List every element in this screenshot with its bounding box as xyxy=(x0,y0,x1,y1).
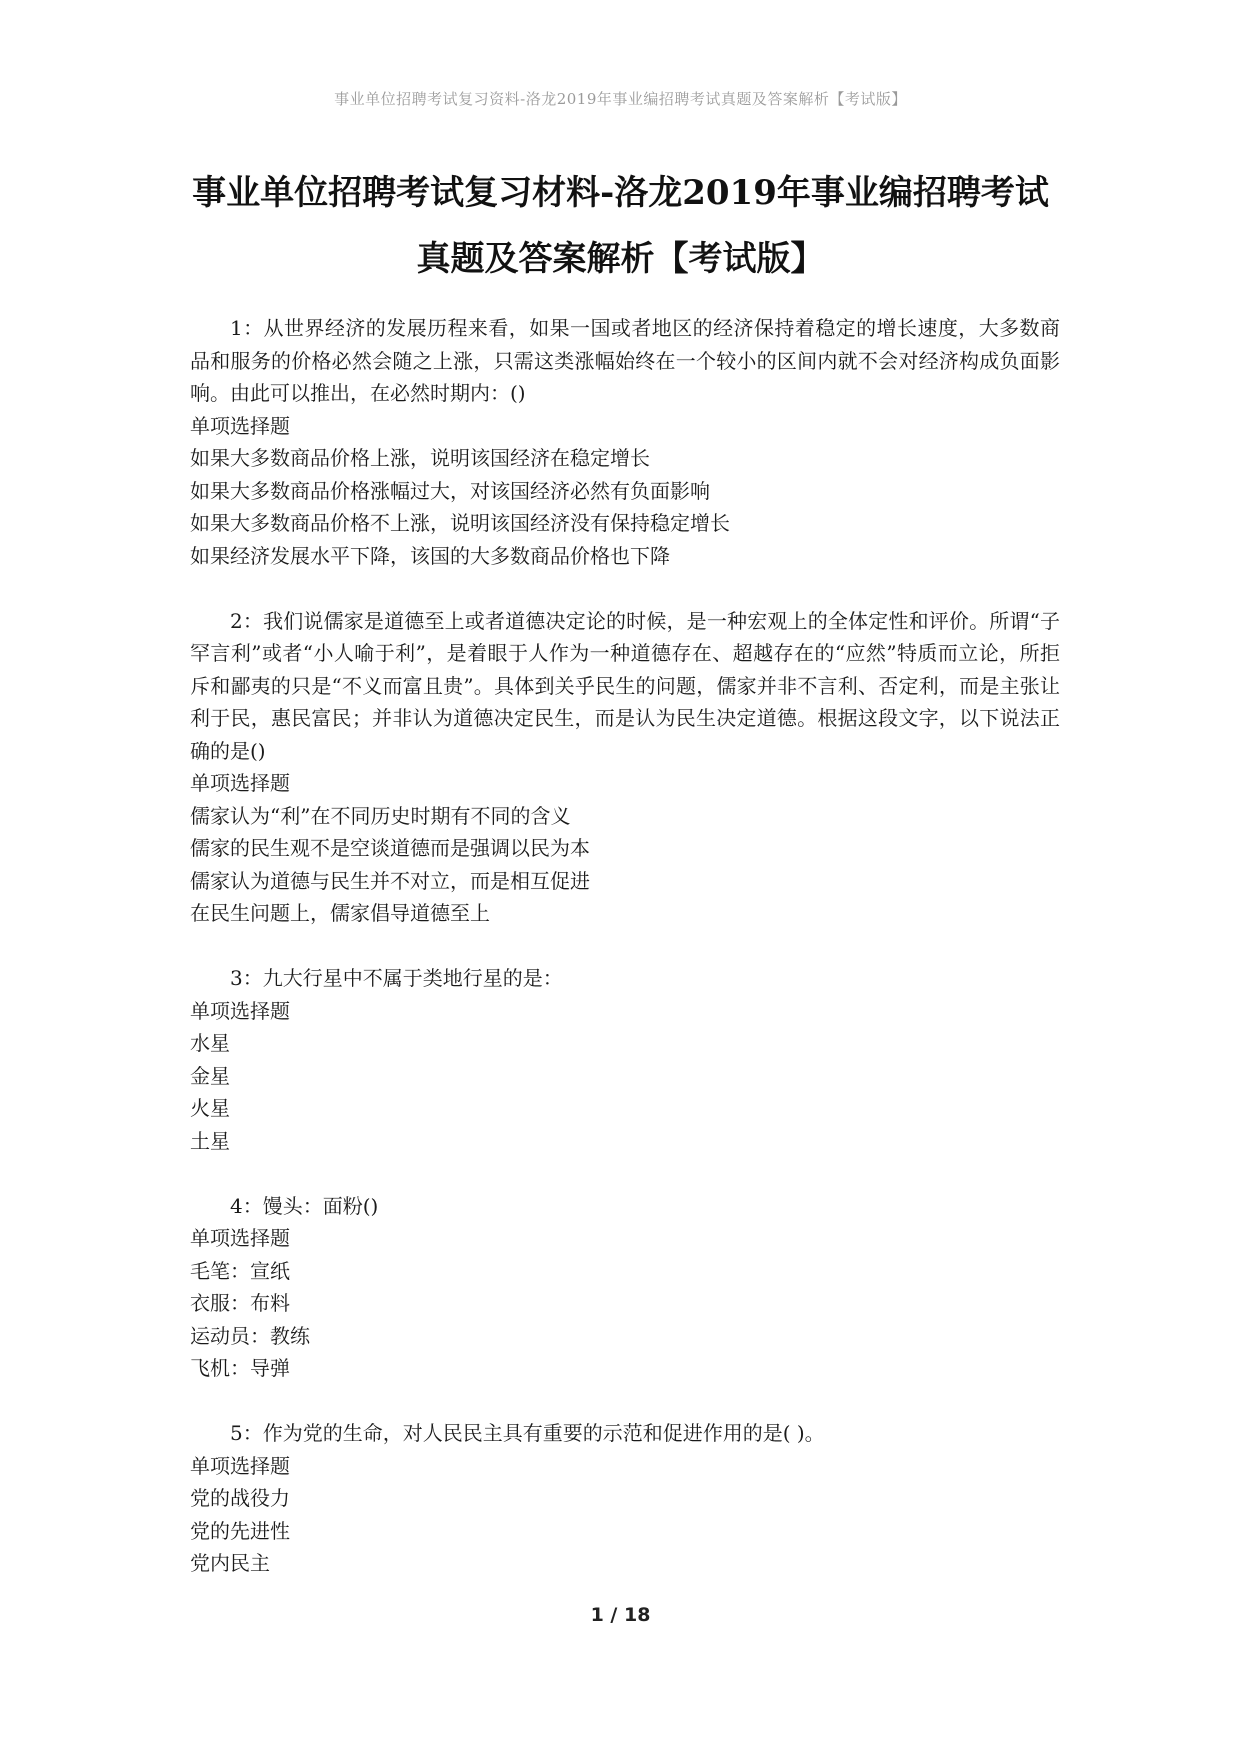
question-5 xyxy=(190,1417,1060,1580)
answer-option: 儒家认为“利”在不同历史时期有不同的含义 xyxy=(190,803,571,828)
answer-option: 土星 xyxy=(190,1128,230,1153)
answer-option: 儒家的民生观不是空谈道德而是强调以民为本 xyxy=(190,836,590,860)
question-3 xyxy=(190,962,1060,1157)
question-type: 单项选择题 xyxy=(190,771,290,795)
question-stem: 1：从世界经济的发展历程来看，如果一国或者地区的经济保持着稳定的增长速度，大多数商品和服务的价格必然会随之上涨，只需这类涨幅始终在一个较小的区间内就不会对经济构成负面影响。由此可以推出，在必然时期内：() xyxy=(190,316,1060,405)
question-4 xyxy=(190,1190,1060,1385)
question-stem: 4：馒头：面粉() xyxy=(230,1193,379,1218)
answer-option: 衣服：布料 xyxy=(190,1291,290,1315)
answer-option: 火星 xyxy=(190,1096,230,1120)
answer-option: 运动员：教练 xyxy=(190,1323,310,1348)
answer-option: 飞机：导弹 xyxy=(190,1356,290,1380)
answer-option: 在民生问题上，儒家倡导道德至上 xyxy=(190,901,490,925)
answer-option: 党内民主 xyxy=(190,1551,270,1575)
question-list xyxy=(190,312,1060,1612)
question-type: 单项选择题 xyxy=(190,1453,290,1478)
question-stem: 3：九大行星中不属于类地行星的是： xyxy=(230,966,563,990)
document-title-line-2: 真题及答案解析【考试版】 xyxy=(416,239,825,279)
question-stem: 2：我们说儒家是道德至上或者道德决定论的时候，是一种宏观上的全体定性和评价。所谓“子罕言利”或者“小人喻于利”，是着眼于人作为一种道德存在、超越存在的“应然”特质而立论，所拒斥和鄙夷的只是“不义而富且贵”。具体到关乎民生的问题，儒家并非不言利、否定利，而是主张让利于民，惠民富民；并非认为道德决定民生，而是认为民生决定道德。根据这段文字，以下说法正确的是() xyxy=(190,608,1060,763)
answer-option: 水星 xyxy=(190,1031,230,1055)
answer-option: 毛笔：宣纸 xyxy=(190,1258,290,1283)
answer-option: 党的战役力 xyxy=(190,1486,290,1510)
document-title-line-1: 事业单位招聘考试复习材料-洛龙2019年事业编招聘考试 xyxy=(192,173,1049,213)
document-title xyxy=(150,160,1091,292)
answer-option: 党的先进性 xyxy=(190,1518,290,1543)
question-stem: 5：作为党的生命，对人民民主具有重要的示范和促进作用的是( )。 xyxy=(230,1421,825,1445)
question-type: 单项选择题 xyxy=(190,1226,290,1250)
answer-option: 金星 xyxy=(190,1063,230,1088)
question-1 xyxy=(190,312,1060,572)
answer-option: 如果大多数商品价格上涨，说明该国经济在稳定增长 xyxy=(190,446,650,470)
answer-option: 如果经济发展水平下降，该国的大多数商品价格也下降 xyxy=(190,543,670,568)
question-type: 单项选择题 xyxy=(190,998,290,1023)
answer-option: 如果大多数商品价格不上涨，说明该国经济没有保持稳定增长 xyxy=(190,511,730,535)
page-number: 1 / 18 xyxy=(590,1604,651,1626)
question-2 xyxy=(190,605,1060,930)
answer-option: 如果大多数商品价格涨幅过大，对该国经济必然有负面影响 xyxy=(190,478,710,503)
running-header: 事业单位招聘考试复习资料-洛龙2019年事业编招聘考试真题及答案解析【考试版】 xyxy=(334,90,907,108)
question-type: 单项选择题 xyxy=(190,413,290,438)
answer-option: 儒家认为道德与民生并不对立，而是相互促进 xyxy=(190,868,590,893)
